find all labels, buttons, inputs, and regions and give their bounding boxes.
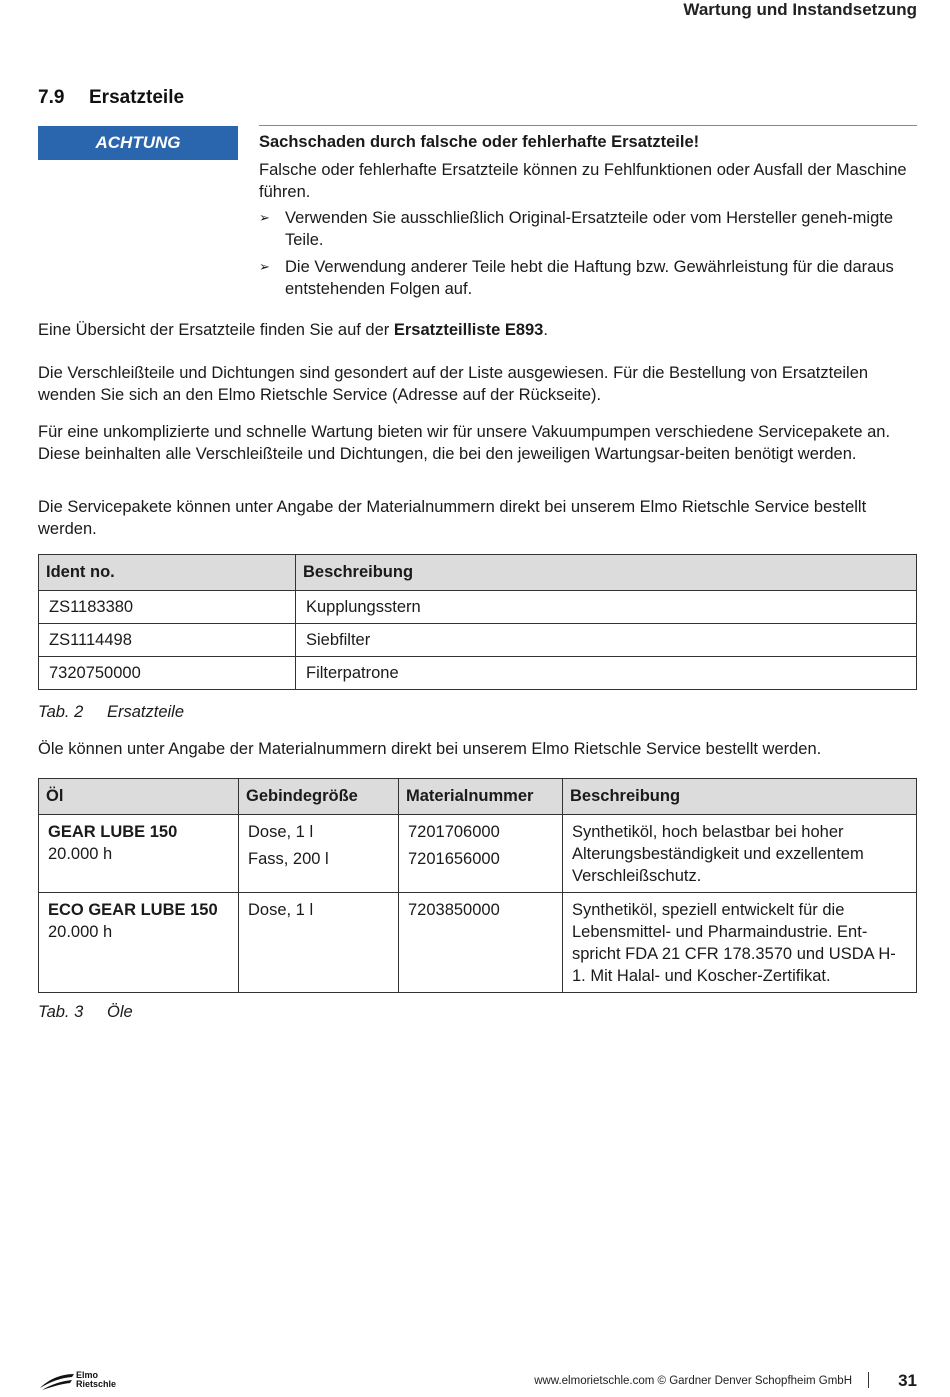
warning-rule — [259, 125, 917, 126]
warning-title: Sachschaden durch falsche oder fehlerhafte Ersatzteile! — [259, 133, 700, 151]
overview-prefix: Eine Übersicht der Ersatzteile finden Sie auf der — [38, 321, 394, 339]
page-number: 31 — [898, 1371, 917, 1390]
table-caption — [38, 1003, 133, 1022]
oil-cell — [39, 815, 239, 893]
header-ident-no: Ident no. — [39, 555, 296, 591]
warning-body — [259, 131, 914, 305]
ident-cell: ZS1183380 — [39, 591, 296, 624]
bullet-arrow-icon: ➢ — [259, 259, 270, 274]
size-cell — [239, 893, 399, 993]
caption-text: Ersatzteile — [107, 703, 185, 721]
size-cell — [239, 815, 399, 893]
description-cell: Synthetiköl, hoch belastbar bei hoher Alterungsbeständigkeit und exzellentem Verschleißschutz. — [563, 815, 917, 893]
description-cell: Synthetiköl, speziell entwickelt für die Lebensmittel- und Pharmaindustrie. Ent-spricht FDA 21 CFR 178.3570 und USDA H-1. Mit Halal- und Koscher-Zertifikat. — [563, 893, 917, 993]
container-size: Dose, 1 l — [248, 823, 314, 841]
oil-name: ECO GEAR LUBE 150 — [48, 901, 218, 919]
wear-parts-paragraph: Die Verschleißteile und Dichtungen sind gesondert auf der Liste ausgewiesen. Für die Bestellung von Ersatzteilen wenden Sie sich an den Elmo Rietschle Service (Adresse auf der Rückseite). — [38, 364, 869, 404]
section-title: Ersatzteile — [89, 87, 185, 108]
service-packages-paragraph: Für eine unkomplizierte und schnelle Wartung bieten wir für unsere Vakuumpumpen verschiedene Servicepakete an. Diese beinhalten alle Verschleißteile und Dichtungen, die bei den jeweiligen Wartungsar-beiten benötigt werden. — [38, 423, 891, 463]
warning-text: Falsche oder fehlerhafte Ersatzteile können zu Fehlfunktionen oder Ausfall der Maschine führen. — [259, 161, 907, 201]
caption-number: Tab. 2 — [38, 703, 84, 721]
warning-bullet-text: Die Verwendung anderer Teile hebt die Haftung bzw. Gewährleistung für die daraus entstehenden Folgen auf. — [285, 258, 894, 298]
header-oil: Öl — [39, 779, 239, 815]
oil-hours: 20.000 h — [48, 845, 113, 863]
table-caption — [38, 703, 184, 722]
description-cell: Filterpatrone — [296, 657, 917, 690]
table-row — [39, 624, 917, 657]
oil-hours: 20.000 h — [48, 923, 113, 941]
spare-parts-table — [38, 554, 917, 690]
logo-line-2: Rietschle — [76, 1379, 117, 1389]
parts-list-reference: Ersatzteilliste E893 — [393, 321, 544, 339]
ident-cell: ZS1114498 — [39, 624, 296, 657]
material-number: 7201656000 — [408, 850, 500, 868]
oils-table — [38, 778, 917, 993]
header-description: Beschreibung — [563, 779, 917, 815]
ident-cell: 7320750000 — [39, 657, 296, 690]
container-size: Fass, 200 l — [248, 850, 329, 868]
elmo-rietschle-logo — [38, 1368, 128, 1392]
description-cell: Kupplungsstern — [296, 591, 917, 624]
overview-suffix: . — [543, 321, 548, 339]
table-row — [39, 893, 917, 993]
footer-divider — [868, 1372, 869, 1388]
material-number: 7203850000 — [408, 901, 500, 919]
table-row — [39, 657, 917, 690]
section-number: 7.9 — [38, 87, 65, 108]
section-heading — [38, 87, 184, 109]
container-size: Dose, 1 l — [248, 901, 314, 919]
warning-bullet — [259, 207, 914, 251]
order-packages-paragraph: Die Servicepakete können unter Angabe der Materialnummern direkt bei unserem Elmo Rietschle Service bestellt werden. — [38, 498, 867, 538]
warning-bullet — [259, 256, 914, 300]
oil-cell — [39, 893, 239, 993]
oil-name: GEAR LUBE 150 — [48, 823, 178, 841]
table-header-row — [39, 555, 917, 591]
caption-number: Tab. 3 — [38, 1003, 84, 1021]
material-number-cell — [399, 893, 563, 993]
warning-label: ACHTUNG — [38, 126, 238, 160]
caption-text: Öle — [107, 1003, 133, 1021]
table-row — [39, 815, 917, 893]
header-material-number: Materialnummer — [399, 779, 563, 815]
running-header: Wartung und Instandsetzung — [683, 0, 917, 19]
logo-line-1: Elmo — [76, 1370, 99, 1380]
material-number-cell — [399, 815, 563, 893]
table-row — [39, 591, 917, 624]
material-number: 7201706000 — [408, 823, 500, 841]
warning-bullet-text: Verwenden Sie ausschließlich Original-Ersatzteile oder vom Hersteller geneh-migte Teile. — [285, 209, 894, 249]
footer-copyright: www.elmorietschle.com © Gardner Denver Schopfheim GmbH — [534, 1375, 852, 1387]
overview-paragraph — [38, 319, 914, 341]
bullet-arrow-icon: ➢ — [259, 210, 270, 225]
order-oils-paragraph: Öle können unter Angabe der Materialnummern direkt bei unserem Elmo Rietschle Service bestellt werden. — [38, 740, 822, 758]
header-description: Beschreibung — [296, 555, 917, 591]
table-header-row — [39, 779, 917, 815]
header-container-size: Gebindegröße — [239, 779, 399, 815]
description-cell: Siebfilter — [296, 624, 917, 657]
